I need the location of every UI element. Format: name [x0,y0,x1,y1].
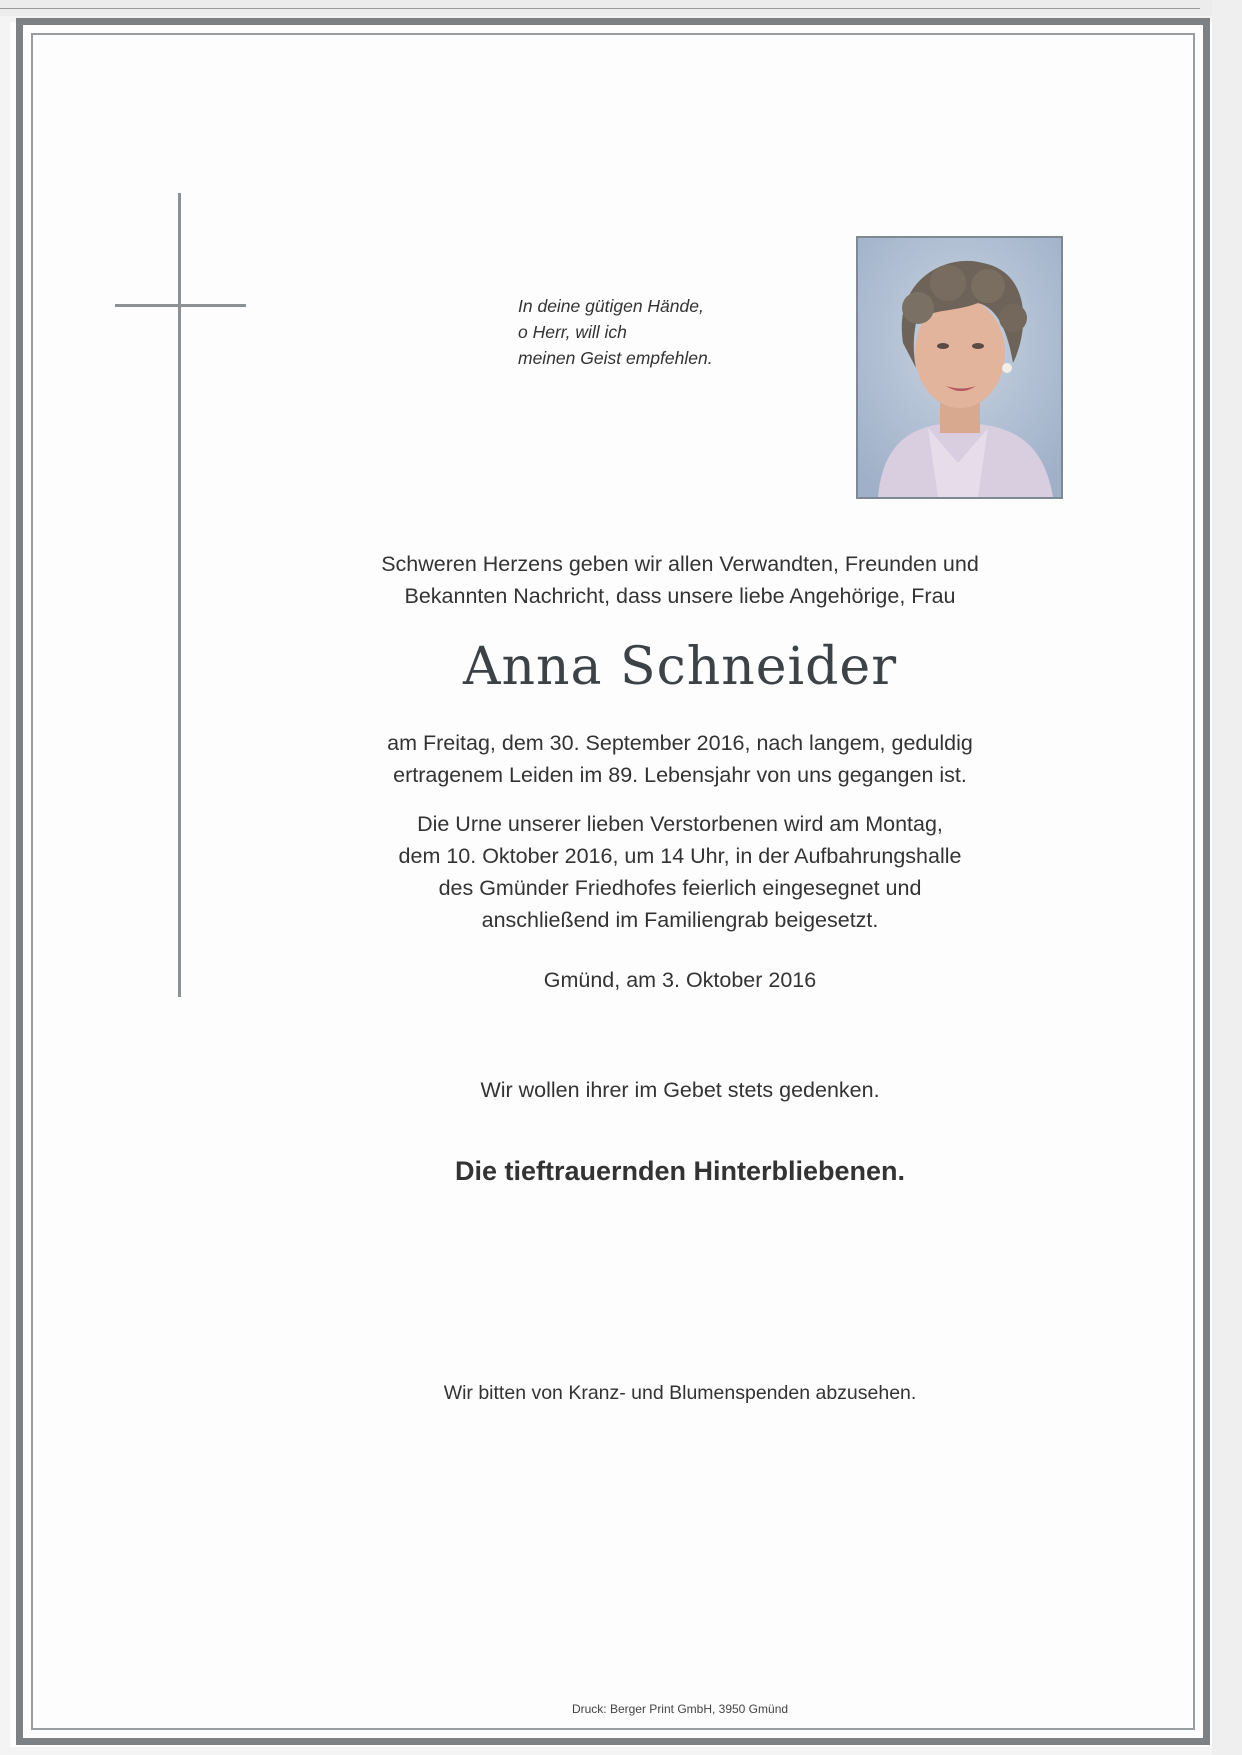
scan-right-edge [1212,0,1242,1755]
flower-request: Wir bitten von Kranz- und Blumenspenden abzusehen. [443,1382,917,1404]
burial-line: Die Urne unserer lieben Verstorbenen wird am Montag, [417,812,943,836]
intro-line: Bekannten Nachricht, dass unsere liebe Angehörige, Frau [404,584,956,608]
death-line: ertragenem Leiden im 89. Lebensjahr von uns gegangen ist. [393,763,967,787]
printer-credit: Druck: Berger Print GmbH, 3950 Gmünd [571,1702,789,1716]
cross-icon-horizontal [115,304,246,307]
burial-line: des Gmünder Friedhofes feierlich eingesegnet und [438,876,922,900]
death-notice [340,727,1020,791]
quote-line: o Herr, will ich [518,322,627,342]
portrait-photo [856,236,1063,499]
prayer-line: Wir wollen ihrer im Gebet stets gedenken. [480,1078,880,1102]
deceased-name: Anna Schneider [462,637,898,697]
burial-line: dem 10. Oktober 2016, um 14 Uhr, in der Aufbahrungshalle [398,844,962,868]
burial-details [340,808,1020,936]
portrait-illustration [858,238,1061,497]
quote-line: In deine gütigen Hände, [518,296,704,316]
bible-quote [518,293,778,371]
family-signature: Die tieftrauernden Hinterbliebenen. [454,1156,906,1186]
burial-line: anschließend im Familiengrab beigesetzt. [481,908,879,932]
cross-icon-vertical [178,193,181,997]
quote-line: meinen Geist empfehlen. [518,348,713,368]
scan-line [0,8,1200,9]
death-line: am Freitag, dem 30. September 2016, nach langem, geduldig [387,731,973,755]
intro-line: Schweren Herzens geben wir allen Verwandten, Freunden und [381,552,979,576]
announcement-intro [340,548,1020,612]
place-date: Gmünd, am 3. Oktober 2016 [543,968,817,992]
